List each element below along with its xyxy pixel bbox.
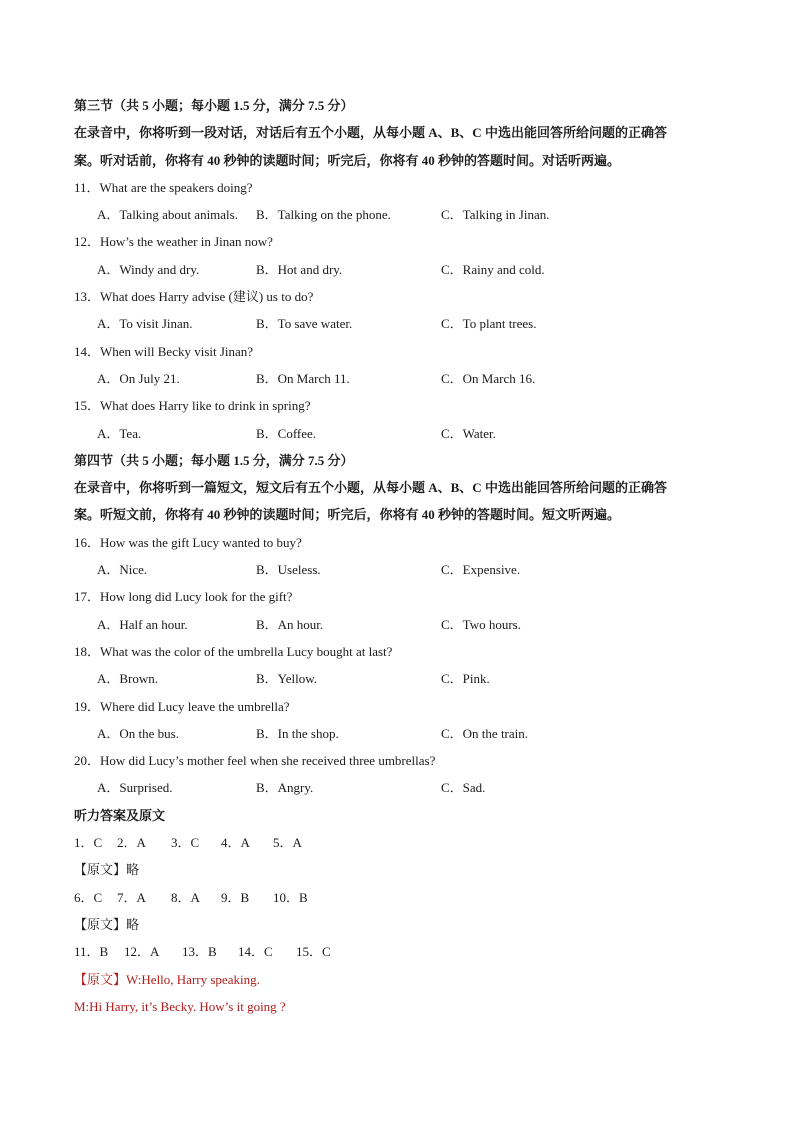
answer-item: 12．A xyxy=(124,944,160,960)
option-c: C．Sad. xyxy=(441,780,486,796)
option-a: A．Tea. xyxy=(97,425,142,441)
option-b: B．An hour. xyxy=(256,616,324,632)
section3-title: 第三节（共 5 小题；每小题 1.5 分，满分 7.5 分） xyxy=(74,98,354,113)
option-b: B．Useless. xyxy=(256,562,321,578)
original-text-2: 【原文】略 xyxy=(74,916,140,932)
original-label: 【原文】 xyxy=(74,971,127,987)
option-c: C．On March 16. xyxy=(441,370,536,386)
options-row xyxy=(74,365,734,392)
question-stem: 20．How did Lucy’s mother feel when she received three umbrellas? xyxy=(74,753,436,769)
document-page xyxy=(74,92,734,1020)
answers-title: 听力答案及原文 xyxy=(74,807,166,823)
option-a: A．Windy and dry. xyxy=(97,261,200,277)
option-c: C．Expensive. xyxy=(441,562,521,578)
option-a: A．On July 21. xyxy=(97,370,180,386)
option-a: A．To visit Jinan. xyxy=(97,316,193,332)
option-a: A．On the bus. xyxy=(97,725,179,741)
option-c: C．Pink. xyxy=(441,671,490,687)
option-a: A．Surprised. xyxy=(97,780,173,796)
option-a: A．Talking about animals. xyxy=(97,207,238,223)
question-20 xyxy=(74,747,734,802)
question-18 xyxy=(74,638,734,693)
option-b: B．Yellow. xyxy=(256,671,318,687)
answer-item: 10．B xyxy=(273,889,308,905)
option-c: C．Rainy and cold. xyxy=(441,261,545,277)
options-row xyxy=(74,310,734,337)
answer-item: 6．C xyxy=(74,889,103,905)
answer-row-1 xyxy=(74,829,734,856)
question-stem: 19．Where did Lucy leave the umbrella? xyxy=(74,698,290,714)
answer-row-2 xyxy=(74,884,734,911)
answer-item: 1．C xyxy=(74,835,103,851)
option-b: B．Angry. xyxy=(256,780,314,796)
options-row xyxy=(74,256,734,283)
options-row xyxy=(74,611,734,638)
options-row xyxy=(74,720,734,747)
options-row xyxy=(74,556,734,583)
question-stem: 13．What does Harry advise (建议) us to do? xyxy=(74,289,314,305)
answer-item: 3．C xyxy=(171,835,200,851)
section4-instructions-2: 案。听短文前，你将有 40 秒钟的读题时间；听完后，你将有 40 秒钟的答题时间。短文听两遍。 xyxy=(74,507,621,523)
option-b: B．Hot and dry. xyxy=(256,261,343,277)
options-row xyxy=(74,665,734,692)
answer-item: 8．A xyxy=(171,889,200,905)
question-stem: 11．What are the speakers doing? xyxy=(74,179,253,195)
option-c: C．On the train. xyxy=(441,725,529,741)
answer-item: 2．A xyxy=(117,835,146,851)
options-row xyxy=(74,774,734,801)
section3-instructions-1: 在录音中，你将听到一段对话，对话后有五个小题，从每小题 A、B、C 中选出能回答所给问题的正确答 xyxy=(74,125,667,141)
question-17 xyxy=(74,583,734,638)
option-c: C．To plant trees. xyxy=(441,316,537,332)
options-row xyxy=(74,201,734,228)
answer-item: 4．A xyxy=(221,835,250,851)
question-stem: 12．How’s the weather in Jinan now? xyxy=(74,234,273,250)
option-b: B．Coffee. xyxy=(256,425,317,441)
question-stem: 15．What does Harry like to drink in spring? xyxy=(74,398,311,414)
option-b: B．To save water. xyxy=(256,316,353,332)
original-text-1: 【原文】略 xyxy=(74,862,140,878)
option-c: C．Water. xyxy=(441,425,496,441)
answer-item: 7．A xyxy=(117,889,146,905)
section3-instructions-2: 案。听对话前，你将有 40 秒钟的读题时间；听完后，你将有 40 秒钟的答题时间。对话听两遍。 xyxy=(74,152,621,168)
answer-item: 11．B xyxy=(74,944,109,960)
option-a: A．Brown. xyxy=(97,671,159,687)
section4-instructions-1: 在录音中，你将听到一篇短文，短文后有五个小题，从每小题 A、B、C 中选出能回答所给问题的正确答 xyxy=(74,480,667,496)
question-stem: 16．How was the gift Lucy wanted to buy? xyxy=(74,534,302,550)
question-stem: 17．How long did Lucy look for the gift? xyxy=(74,589,293,605)
option-c: C．Talking in Jinan. xyxy=(441,207,550,223)
section4-title: 第四节（共 5 小题；每小题 1.5 分，满分 7.5 分） xyxy=(74,452,354,468)
answer-item: 9．B xyxy=(221,889,250,905)
original-text-3 xyxy=(74,966,734,993)
question-16 xyxy=(74,529,734,584)
question-12 xyxy=(74,228,734,283)
option-c: C．Two hours. xyxy=(441,616,521,632)
option-a: A．Nice. xyxy=(97,562,148,578)
question-15 xyxy=(74,392,734,447)
dialogue-line: W:Hello, Harry speaking. xyxy=(126,971,260,987)
question-stem: 18．What was the color of the umbrella Lucy bought at last? xyxy=(74,643,393,659)
answer-item: 5．A xyxy=(273,835,302,851)
answer-item: 15．C xyxy=(296,944,331,960)
options-row xyxy=(74,420,734,447)
answer-row-3 xyxy=(74,938,734,965)
answer-item: 14．C xyxy=(238,944,273,960)
question-14 xyxy=(74,338,734,393)
question-stem: 14．When will Becky visit Jinan? xyxy=(74,343,254,359)
option-b: B．Talking on the phone. xyxy=(256,207,391,223)
question-13 xyxy=(74,283,734,338)
question-19 xyxy=(74,693,734,748)
answer-item: 13．B xyxy=(182,944,217,960)
option-b: B．In the shop. xyxy=(256,725,339,741)
question-11 xyxy=(74,174,734,229)
option-a: A．Half an hour. xyxy=(97,616,188,632)
dialogue-line-2: M:Hi Harry, it’s Becky. How’s it going ? xyxy=(74,998,286,1014)
option-b: B．On March 11. xyxy=(256,370,350,386)
